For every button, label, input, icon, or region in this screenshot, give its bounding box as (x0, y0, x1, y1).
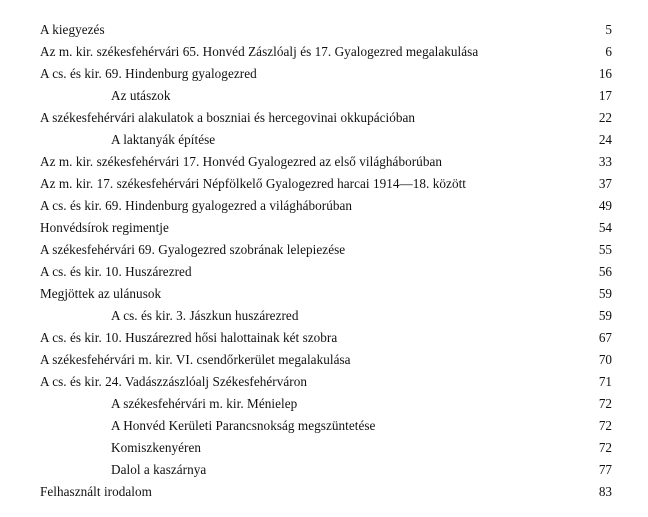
toc-entry (40, 350, 612, 370)
toc-entry-title: Megjöttek az ulánusok (40, 286, 162, 301)
toc-entry-title: A cs. és kir. 10. Huszárezred (40, 264, 192, 279)
toc-entry-page: 16 (598, 66, 612, 81)
toc-entry-page: 70 (598, 352, 612, 367)
toc-entry (40, 64, 612, 84)
toc-entry-title: Az m. kir. székesfehérvári 17. Honvéd Gyalogezred az első világháborúban (40, 154, 443, 169)
toc-entry-page: 5 (605, 22, 612, 37)
toc-entry-page: 22 (598, 110, 612, 125)
toc-entry-page: 59 (598, 308, 612, 323)
toc-entry-page: 67 (598, 330, 612, 345)
toc-entry-title: A cs. és kir. 10. Huszárezred hősi halottainak két szobra (40, 330, 338, 345)
toc-entry-title: A cs. és kir. 24. Vadászzászlóalj Székesfehérváron (40, 374, 308, 389)
toc-entry (40, 218, 612, 238)
toc-entry (40, 20, 612, 40)
toc-entry-page: 77 (598, 462, 612, 477)
toc-entry (40, 262, 612, 282)
toc-entry (40, 306, 612, 326)
toc-entry-page: 33 (598, 154, 612, 169)
toc-entry-title: A kiegyezés (40, 22, 105, 37)
toc-entry (40, 394, 612, 414)
toc-entry (40, 438, 612, 458)
toc-entry-title: A székesfehérvári m. kir. Ménielep (111, 396, 298, 411)
toc-entry-page: 71 (598, 374, 612, 389)
toc-entry (40, 108, 612, 128)
toc-entry-page: 72 (598, 396, 612, 411)
toc-entry-title: A laktanyák építése (111, 132, 216, 147)
toc-entry-title: Az m. kir. székesfehérvári 65. Honvéd Zászlóalj és 17. Gyalogezred megalakulása (40, 44, 479, 59)
toc-entry-title: A székesfehérvári 69. Gyalogezred szobrának lelepiezése (40, 242, 346, 257)
toc-entry-title: Komiszkenyéren (111, 440, 202, 455)
toc-entry (40, 130, 612, 150)
toc-entry-title: Az utászok (111, 88, 171, 103)
toc-entry-page: 72 (598, 418, 612, 433)
toc-entry (40, 152, 612, 172)
toc-entry-page: 59 (598, 286, 612, 301)
toc-entry-title: Az m. kir. 17. székesfehérvári Népfölkelő Gyalogezred harcai 1914—18. között (40, 176, 467, 191)
toc-entry-title: A székesfehérvári alakulatok a boszniai és hercegovinai okkupációban (40, 110, 416, 125)
toc-entry-title: A cs. és kir. 69. Hindenburg gyalogezred (40, 66, 257, 81)
toc-entry (40, 372, 612, 392)
toc-entry (40, 416, 612, 436)
toc-entry (40, 328, 612, 348)
toc-entry (40, 460, 612, 480)
toc-entry-title: Dalol a kaszárnya (111, 462, 207, 477)
toc-entry-page: 72 (598, 440, 612, 455)
toc-entry-page: 17 (598, 88, 612, 103)
toc-entry-page: 54 (598, 220, 612, 235)
toc-entry (40, 174, 612, 194)
toc-entry-page: 24 (598, 132, 612, 147)
toc-entry (40, 482, 612, 502)
toc-entry-title: A cs. és kir. 3. Jászkun huszárezred (111, 308, 299, 323)
toc-entry (40, 196, 612, 216)
toc-entry (40, 240, 612, 260)
toc-entry-title: A cs. és kir. 69. Hindenburg gyalogezred a világháborúban (40, 198, 353, 213)
toc-entry-title: Felhasznált irodalom (40, 484, 152, 499)
toc-entry-title: Honvédsírok regimentje (40, 220, 169, 235)
toc-entry (40, 284, 612, 304)
toc-entry (40, 86, 612, 106)
toc-entry-title: A székesfehérvári m. kir. VI. csendőrkerület megalakulása (40, 352, 351, 367)
toc-entry-page: 37 (598, 176, 612, 191)
toc-entry-page: 6 (605, 44, 612, 59)
toc-entry-page: 49 (598, 198, 612, 213)
toc-entry-page: 83 (598, 484, 612, 499)
toc-entry-page: 55 (598, 242, 612, 257)
toc-entry (40, 42, 612, 62)
toc-entry-title: A Honvéd Kerületi Parancsnokság megszüntetése (111, 418, 376, 433)
toc-entry-page: 56 (598, 264, 612, 279)
